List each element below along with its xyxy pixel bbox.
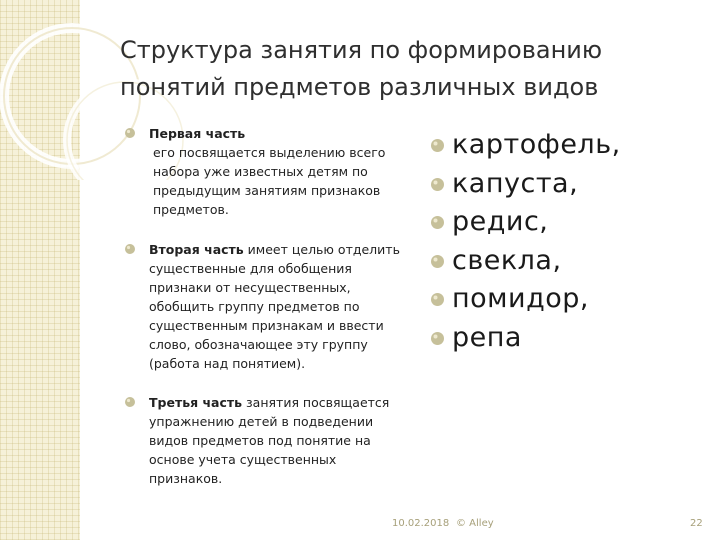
vegetables-list (430, 126, 621, 357)
vegetable-label: картофель, (452, 129, 621, 160)
vegetable-label: капуста, (452, 167, 579, 199)
vegetable-label: свекла, (452, 244, 562, 276)
circle-bullet-icon (430, 331, 445, 346)
structure-list (124, 124, 409, 488)
slide-title (120, 32, 680, 106)
circle-bullet-icon (124, 396, 136, 408)
circle-bullet-icon (430, 138, 445, 153)
circle-bullet-icon (430, 254, 445, 269)
vegetable-label: репа (452, 321, 522, 353)
list-item-part-3 (124, 393, 409, 488)
part-2-text: имеет целью отделить существенные для обобщения признаки от несущественных, обобщить группу предметов по существенным признакам и ввести слово, обозначающее эту группу (работа над понятием). (149, 242, 400, 371)
part-3-heading: Третья часть (149, 395, 243, 410)
circle-bullet-icon (124, 243, 136, 255)
part-3-text: занятия посвящается упражнению детей в подведении видов предметов под понятие на основе учета существенных признаков. (149, 395, 390, 486)
list-item-part-1 (124, 124, 409, 219)
title-line-2: понятий предметов различных видов (120, 73, 599, 101)
footer-copyright: © Alley (456, 518, 494, 529)
list-item-vegetable (430, 126, 621, 165)
vegetable-label: помидор, (452, 283, 589, 314)
list-item-vegetable (430, 280, 621, 319)
footer-date: 10.02.2018 (392, 518, 450, 529)
list-item-vegetable (430, 242, 621, 281)
list-item-vegetable (430, 319, 621, 358)
page-number: 22 (690, 518, 703, 529)
vegetable-label: редис, (452, 206, 549, 237)
circle-bullet-icon (430, 292, 445, 307)
list-item-vegetable (430, 203, 621, 242)
title-line-1: Структура занятия по формированию (120, 36, 603, 64)
circle-bullet-icon (430, 215, 445, 230)
part-1-heading: Первая часть (149, 126, 246, 141)
part-2-heading: Вторая часть (149, 242, 244, 257)
part-1-text: его посвящается выделению всего набора уже известных детям по предыдущим занятиям признаков предметов. (153, 145, 386, 217)
list-item-part-2 (124, 240, 409, 373)
circle-bullet-icon (430, 177, 445, 192)
circle-bullet-icon (124, 127, 136, 139)
list-item-vegetable (430, 165, 621, 204)
